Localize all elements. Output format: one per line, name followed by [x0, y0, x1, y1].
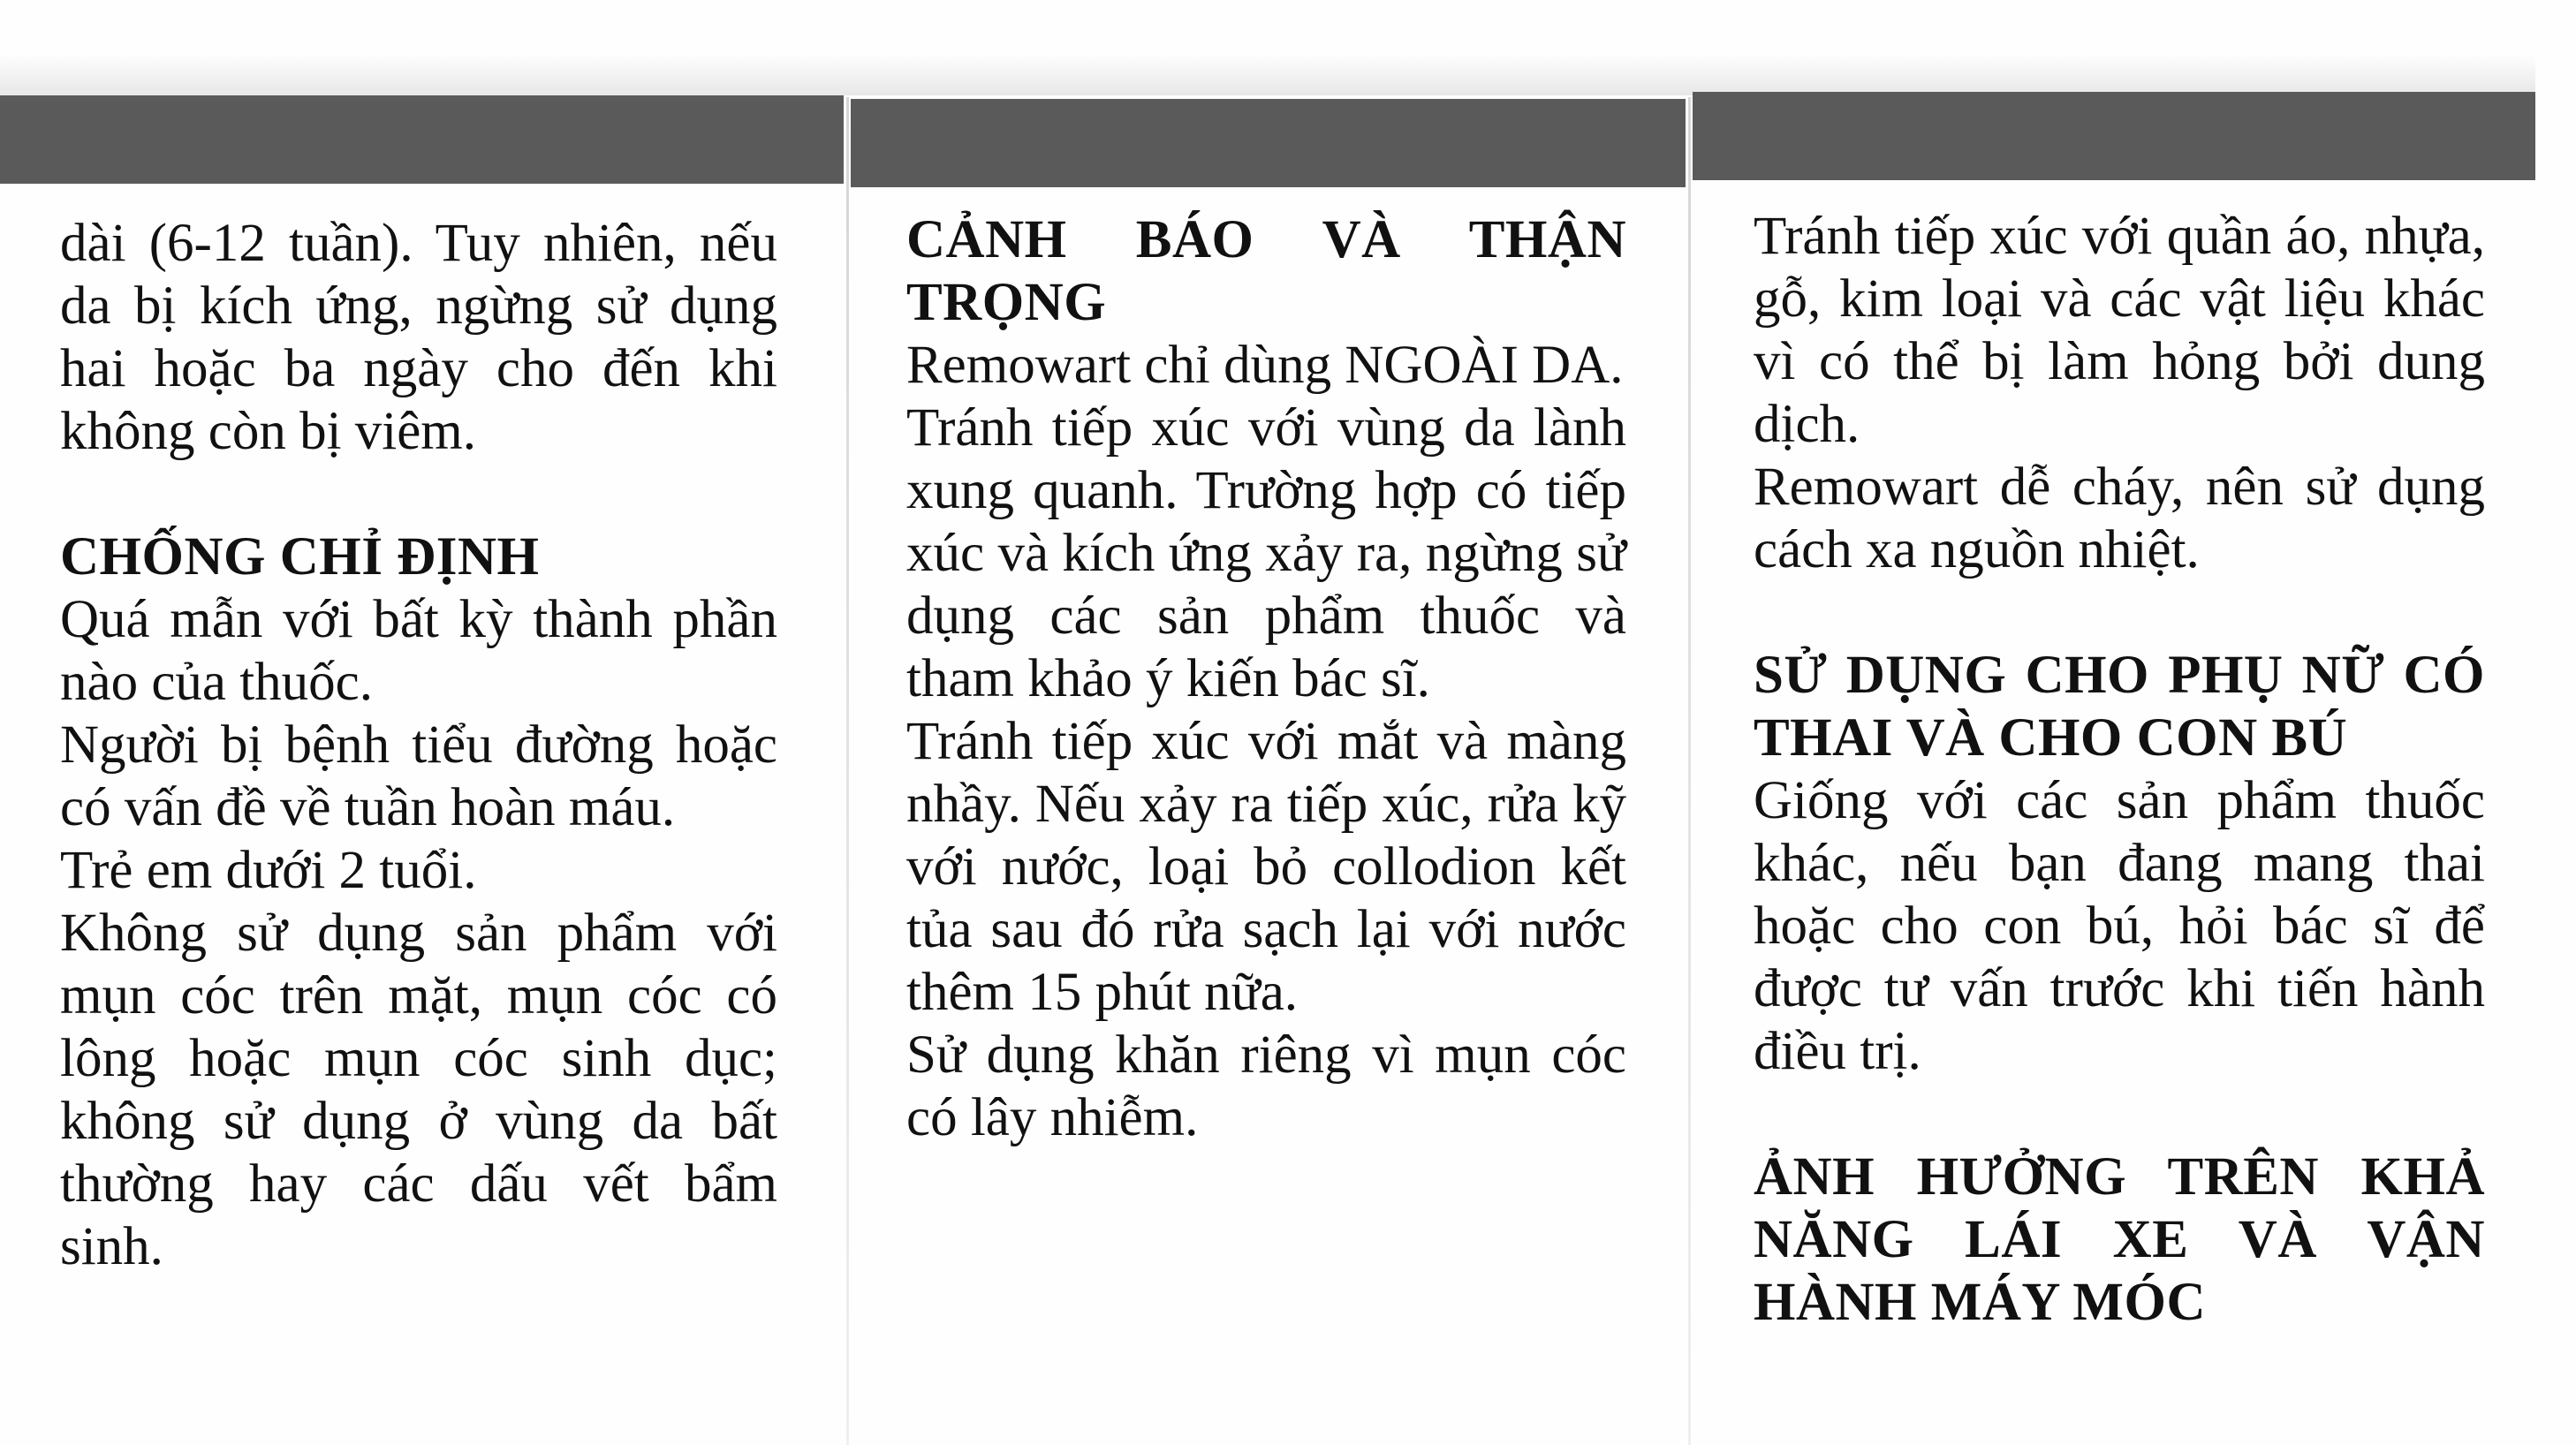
- fold-line-right: [1688, 97, 1691, 1445]
- paper-top-edge: [0, 53, 2535, 95]
- warning-healthy-skin: Tránh tiếp xúc với vùng da lành xung quanh. Trường hợp có tiếp xúc và kích ứng xảy ra, ngừng sử dụng các sản phẩm thuốc và tham khảo ý kiến bác sĩ.: [906, 398, 1626, 708]
- warning-separate-towel: Sử dụng khăn riêng vì mụn cóc có lây nhiễm.: [906, 1025, 1626, 1147]
- column-middle: [906, 208, 1626, 1149]
- contraindication-face-warts: Không sử dụng sản phẩm với mụn cóc trên mặt, mụn cóc có lông hoặc mụn cóc sinh dục; không sử dụng ở vùng da bất thường hay các dấu vết bẩm sinh.: [60, 904, 777, 1276]
- pregnancy-paragraph: Giống với các sản phẩm thuốc khác, nếu bạn đang mang thai hoặc cho con bú, hỏi bác sĩ để được tư vấn trước khi tiến hành điều trị.: [1754, 771, 2485, 1081]
- header-band-right: [1693, 92, 2535, 180]
- pregnancy-heading: SỬ DỤNG CHO PHỤ NỮ CÓ THAI VÀ CHO CON BÚ: [1754, 646, 2485, 768]
- driving-heading: ẢNH HƯỞNG TRÊN KHẢ NĂNG LÁI XE VÀ VẬN HÀNH MÁY MÓC: [1754, 1147, 2485, 1332]
- section-spacer: [60, 463, 777, 526]
- header-band-middle: [851, 99, 1686, 187]
- column-left: [60, 212, 777, 1278]
- contraindication-diabetes: Người bị bệnh tiểu đường hoặc có vấn đề về tuần hoàn máu.: [60, 715, 777, 837]
- column-right: [1754, 205, 2485, 1334]
- warnings-heading: CẢNH BÁO VÀ THẬN TRỌNG: [906, 210, 1626, 332]
- section-spacer: [1754, 581, 2485, 644]
- contraindications-heading: CHỐNG CHỈ ĐỊNH: [60, 527, 540, 586]
- intro-continuation-paragraph: dài (6-12 tuần). Tuy nhiên, nếu da bị kích ứng, ngừng sử dụng hai hoặc ba ngày cho đến khi không còn bị viêm.: [60, 214, 777, 461]
- warning-eyes-mucous: Tránh tiếp xúc với mắt và màng nhầy. Nếu xảy ra tiếp xúc, rửa kỹ với nước, loại bỏ collodion kết tủa sau đó rửa sạch lại với nước thêm 15 phút nữa.: [906, 712, 1626, 1022]
- warning-external-use: Remowart chỉ dùng NGOÀI DA.: [906, 336, 1624, 395]
- fold-line-left: [846, 97, 849, 1445]
- warning-flammable: Remowart dễ cháy, nên sử dụng cách xa nguồn nhiệt.: [1754, 458, 2485, 579]
- section-spacer: [1754, 1083, 2485, 1146]
- contraindication-hypersensitivity: Quá mẫn với bất kỳ thành phần nào của thuốc.: [60, 590, 777, 712]
- contraindication-children: Trẻ em dưới 2 tuổi.: [60, 841, 477, 900]
- header-band-left: [0, 95, 844, 184]
- warning-materials: Tránh tiếp xúc với quần áo, nhựa, gỗ, kim loại và các vật liệu khác vì có thể bị làm hỏng bởi dung dịch.: [1754, 207, 2485, 454]
